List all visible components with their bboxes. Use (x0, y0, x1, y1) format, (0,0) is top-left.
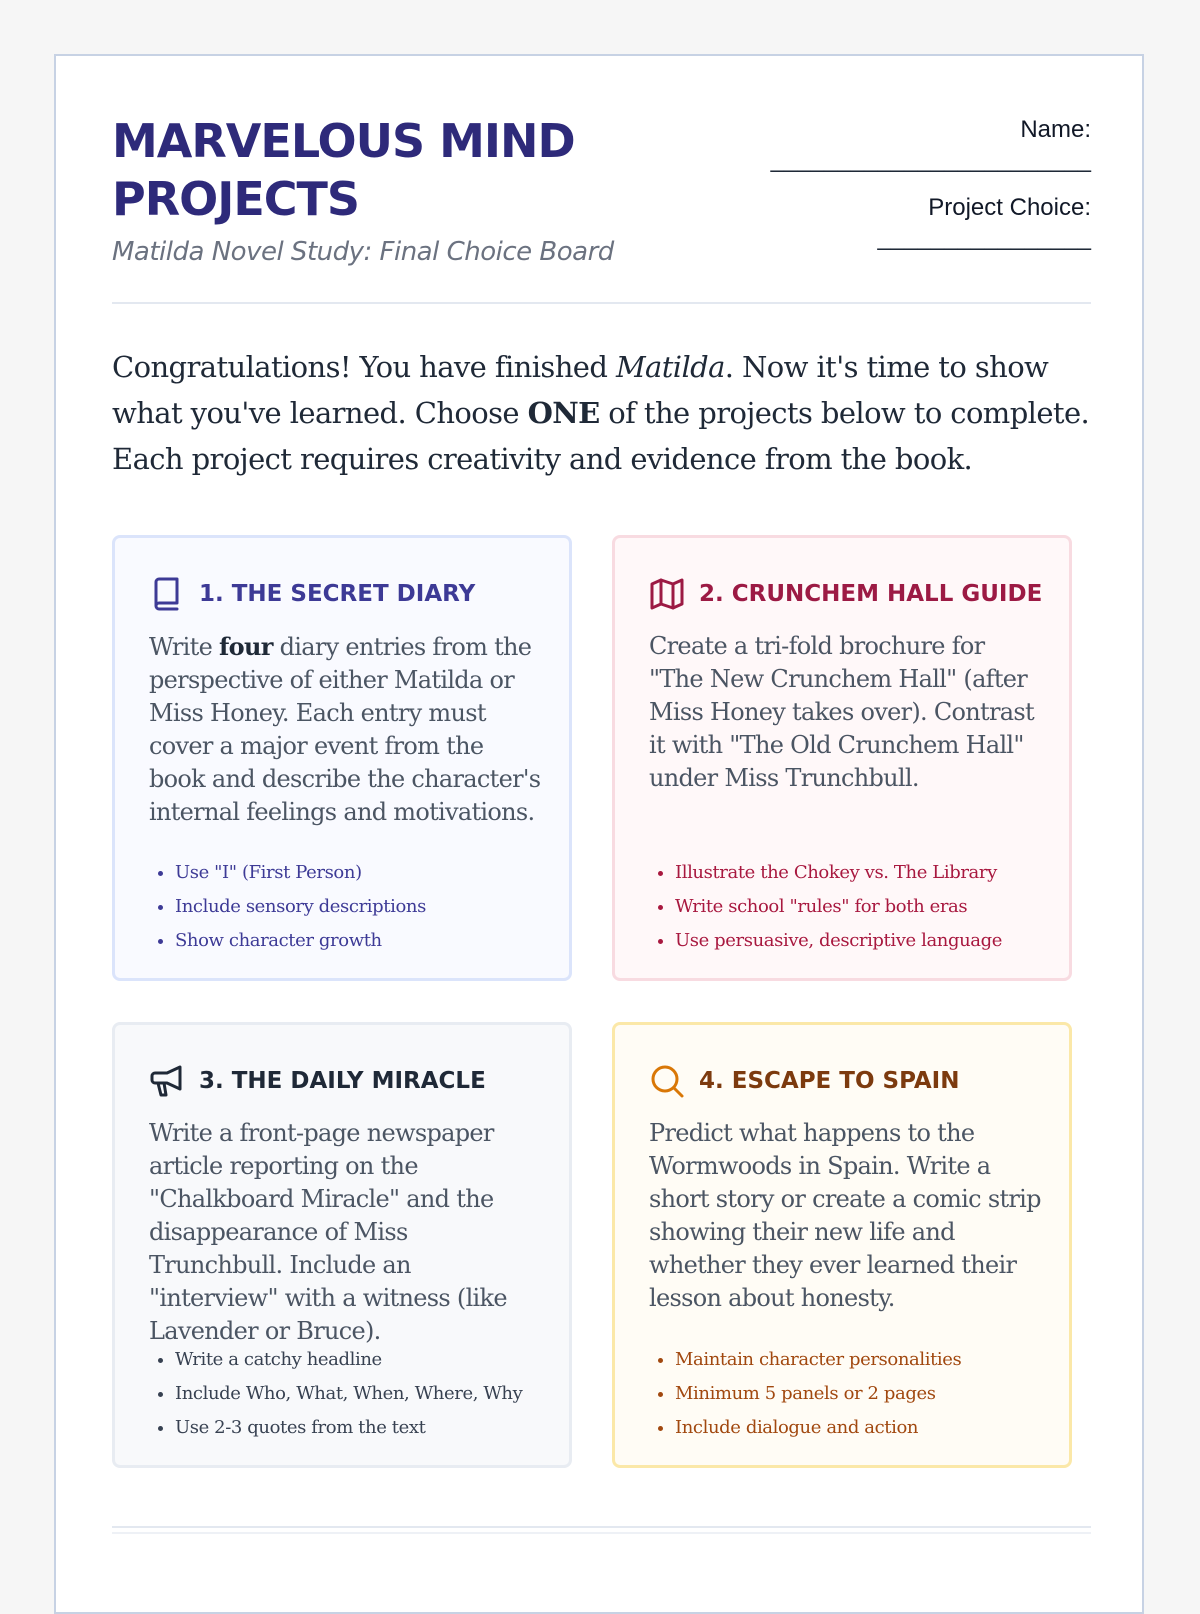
card-requirements-list (149, 1343, 575, 1445)
project-card-secret-diary (112, 535, 572, 981)
project-choice-blank-line[interactable]: ________________ (877, 224, 1091, 251)
card-description-text: diary entries from the perspective of either Matilda or Miss Honey. Each entry must cover a major event from the book and describe the character's internal feelings and motivations. (149, 633, 541, 826)
book-icon (149, 576, 185, 612)
list-item: • Use "I" (First Person) (175, 856, 575, 890)
student-fields (771, 114, 1091, 270)
card-description-text: Write (149, 633, 220, 661)
search-icon (649, 1063, 685, 1099)
list-item: • Include dialogue and action (675, 1411, 1075, 1445)
intro-text-3: of the projects below to complete. Each project requires creativity and evidence from the book. (112, 396, 1090, 476)
header-divider (112, 302, 1091, 304)
list-item: • Illustrate the Chokey vs. The Library (675, 856, 1075, 890)
card-header (649, 574, 1042, 614)
intro-paragraph (112, 344, 1091, 482)
worksheet-page (54, 54, 1144, 1614)
name-blank-line[interactable]: ________________________ (770, 146, 1091, 173)
card-requirements-list (649, 1343, 1075, 1445)
project-card-escape-to-spain (612, 1022, 1072, 1468)
card-description: Predict what happens to the Wormwoods in Spain. Write a short story or create a comic strip showing their new life and whether they ever learned their lesson about honesty. (649, 1119, 1041, 1312)
card-title: 3. THE DAILY MIRACLE (199, 1068, 486, 1094)
intro-book-title: Matilda (615, 350, 725, 384)
card-title: 2. CRUNCHEM HALL GUIDE (699, 581, 1043, 607)
card-requirements-list (149, 856, 575, 958)
card-header (149, 574, 475, 614)
page-title: MARVELOUS MIND PROJECTS (112, 114, 575, 226)
card-description-emphasis: four (219, 632, 273, 661)
map-icon (649, 576, 685, 612)
list-item: • Use persuasive, descriptive language (675, 924, 1075, 958)
list-item: • Include Who, What, When, Where, Why (175, 1377, 575, 1411)
footer-divider-secondary (112, 1532, 1091, 1534)
card-title: 1. THE SECRET DIARY (199, 581, 476, 607)
list-item: • Write school "rules" for both eras (675, 890, 1075, 924)
card-description (149, 630, 541, 829)
list-item: • Include sensory descriptions (175, 890, 575, 924)
project-card-daily-miracle (112, 1022, 572, 1468)
page-subtitle: Matilda Novel Study: Final Choice Board (112, 237, 614, 267)
card-header (649, 1061, 959, 1101)
list-item: • Write a catchy headline (175, 1343, 575, 1377)
name-label: Name: (1020, 116, 1091, 143)
list-item: • Minimum 5 panels or 2 pages (675, 1377, 1075, 1411)
intro-emphasis: ONE (527, 396, 600, 430)
card-title: 4. ESCAPE TO SPAIN (699, 1068, 960, 1094)
card-header (149, 1061, 486, 1101)
worksheet-header (112, 56, 1091, 302)
project-card-crunchem-hall-guide (612, 535, 1072, 981)
worksheet-content (112, 56, 1091, 1438)
intro-text-1: Congratulations! You have finished (112, 350, 616, 384)
card-description: Write a front-page newspaper article reporting on the "Chalkboard Miracle" and the disappearance of Miss Trunchbull. Include an "interview" with a witness (like Lavender or Bruce). (149, 1119, 507, 1345)
list-item: • Show character growth (175, 924, 575, 958)
intro-text-2: . Now it's time to show what you've learned. Choose (112, 350, 1049, 430)
card-requirements-list (649, 856, 1075, 958)
card-description: Create a tri-fold brochure for "The New Crunchem Hall" (after Miss Honey takes over). Contrast it with "The Old Crunchem Hall" under Miss Trunchbull. (649, 632, 1034, 792)
project-choice-label: Project Choice: (928, 194, 1091, 221)
footer-divider (112, 1526, 1091, 1528)
list-item: • Use 2-3 quotes from the text (175, 1411, 575, 1445)
list-item: • Maintain character personalities (675, 1343, 1075, 1377)
megaphone-icon (149, 1063, 185, 1099)
